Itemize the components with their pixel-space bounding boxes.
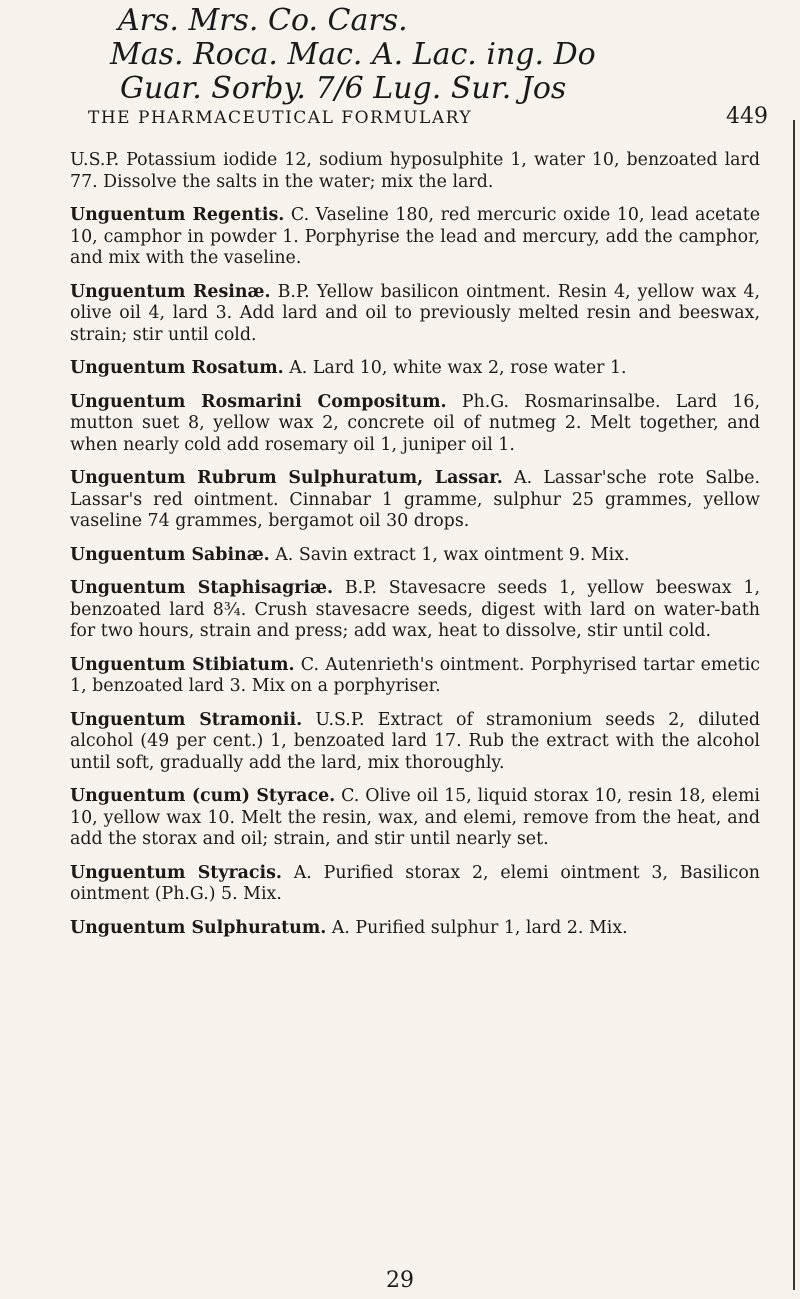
entry-heading: Unguentum Sabinæ. — [70, 544, 270, 565]
entry-text: B.P. Yellow basilicon ointment. Resin 4, yellow wax 4, olive oil 4, lard 3. Add lard and oil to previously melted resin and beeswax, strain; stir until cold. — [70, 281, 760, 345]
entry-heading: Unguentum Stramonii. — [70, 709, 303, 730]
formulary-entry — [70, 358, 760, 380]
entry-text: C. Autenrieth's ointment. Porphyrised tartar emetic 1, benzoated lard 3. Mix on a porphyriser. — [70, 654, 760, 696]
formulary-entry — [70, 578, 760, 643]
entry-heading: Unguentum Staphisagriæ. — [70, 578, 334, 598]
page-number: 449 — [726, 104, 768, 129]
running-title: THE PHARMACEUTICAL FORMULARY — [88, 108, 473, 128]
entry-text: A. Savin extract 1, wax ointment 9. Mix. — [269, 544, 630, 565]
entry-text: C. Olive oil 15, liquid storax 10, resin 18, elemi 10, yellow wax 10. Melt the resin, wax, and elemi, remove from the heat, and add the storax and oil; strain, and stir until nearly set. — [70, 786, 760, 849]
entry-text: Ph.G. Rosmarinsalbe. Lard 16, mutton suet 8, yellow wax 2, concrete oil of nutmeg 2. Melt together, and when nearly cold add rosemary oil 1, juniper oil 1. — [70, 391, 761, 455]
entry-heading: Unguentum Styracis. — [70, 862, 282, 883]
handwritten-line: Guar. Sorby. 7/6 Lug. Sur. Jos — [120, 71, 567, 106]
entry-heading: Unguentum Sulphuratum. — [70, 917, 327, 938]
signature-mark: 29 — [386, 1268, 414, 1293]
running-header — [88, 104, 768, 129]
entry-text: A. Purified storax 2, elemi ointment 3, Basilicon ointment (Ph.G.) 5. Mix. — [70, 862, 760, 904]
formulary-entry — [70, 863, 760, 906]
formulary-entry — [70, 392, 760, 457]
entry-text: U.S.P. Potassium iodide 12, sodium hyposulphite 1, water 10, benzoated lard 77. Dissolve the salts in the water; mix the lard. — [70, 150, 760, 192]
entry-text: C. Vaseline 180, red mercuric oxide 10, lead acetate 10, camphor in powder 1. Porphyrise the lead and mercury, add the camphor, and mix with the vaseline. — [70, 205, 760, 268]
page-edge-divider — [793, 120, 795, 1290]
entry-heading: Unguentum Rubrum Sulphuratum, Lassar. — [70, 468, 503, 488]
entry-text: U.S.P. Extract of stramonium seeds 2, diluted alcohol (49 per cent.) 1, benzoated lard 17. Rub the extract with the alcohol until soft, gradually add the lard, mix thoroughly. — [70, 709, 760, 773]
formulary-entry — [70, 545, 760, 567]
formulary-entry — [70, 786, 760, 851]
entry-text: B.P. Stavesacre seeds 1, yellow beeswax 1, benzoated lard 8¾. Crush stavesacre seeds, digest with lard on water-bath for two hours, strain and press; add wax, heat to dissolve, stir until cold. — [70, 578, 760, 641]
handwritten-line: Mas. Roca. Mac. A. Lac. ing. Do — [110, 37, 596, 72]
formulary-entry — [70, 468, 760, 533]
formulary-entry — [70, 918, 760, 940]
entry-heading: Unguentum Regentis. — [70, 205, 285, 225]
entry-heading: Unguentum Rosmarini Compositum. — [70, 391, 447, 412]
formulary-entry — [70, 710, 760, 775]
entry-text: A. Lard 10, white wax 2, rose water 1. — [283, 358, 627, 378]
entry-heading: Unguentum (cum) Styrace. — [70, 786, 336, 806]
entry-heading: Unguentum Stibiatum. — [70, 654, 295, 675]
formulary-entry — [70, 150, 760, 193]
formulary-entries — [70, 150, 760, 951]
formulary-entry — [70, 282, 760, 347]
entry-heading: Unguentum Resinæ. — [70, 281, 271, 302]
entry-heading: Unguentum Rosatum. — [70, 358, 284, 378]
formulary-entry — [70, 205, 760, 270]
formulary-entry — [70, 655, 760, 698]
entry-text: A. Lassar'sche rote Salbe. Lassar's red ointment. Cinnabar 1 gramme, sulphur 25 grammes, yellow vaseline 74 grammes, bergamot oil 30 drops. — [70, 468, 760, 531]
handwritten-annotation — [110, 4, 800, 106]
entry-text: A. Purified sulphur 1, lard 2. Mix. — [326, 917, 628, 938]
handwritten-line: Ars. Mrs. Co. Cars. — [118, 3, 408, 38]
